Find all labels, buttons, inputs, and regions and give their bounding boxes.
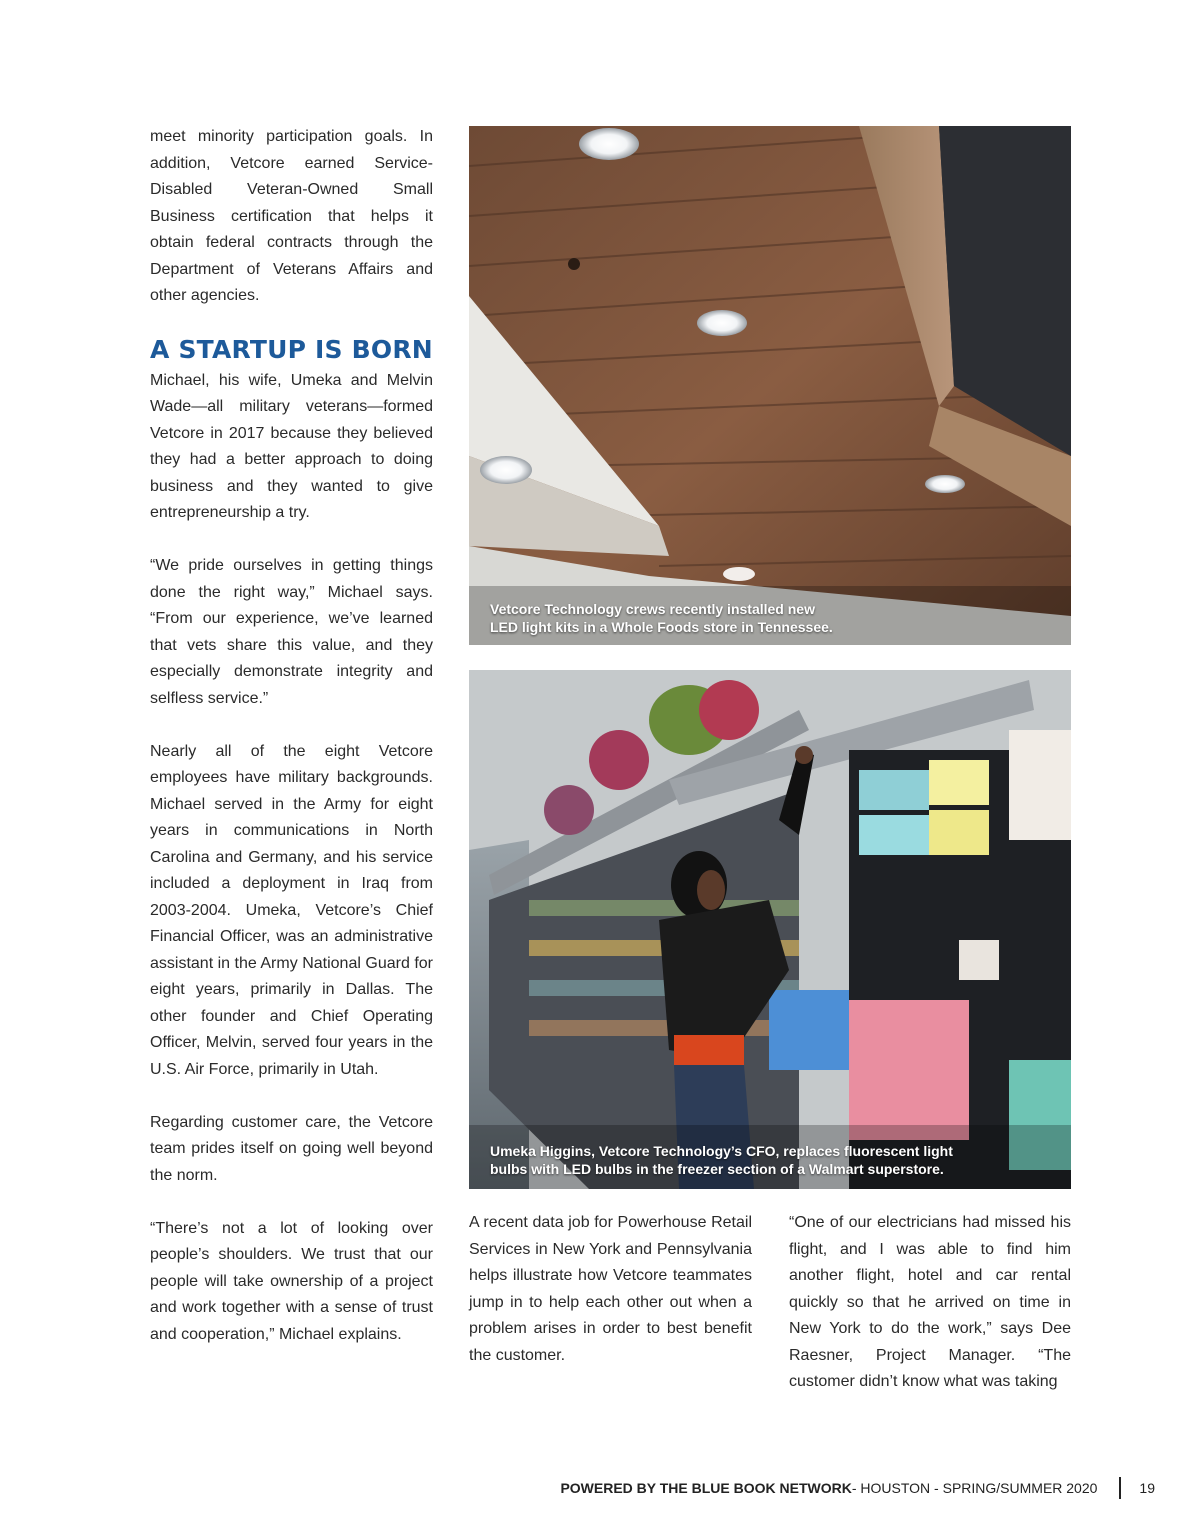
freezer-image [469,670,1071,1189]
freezer-photo [469,670,1071,1189]
photo-caption: Vetcore Technology crews recently installed new LED light kits in a Whole Foods store in Tennessee. [490,601,833,635]
body-paragraph: Michael, his wife, Umeka and Melvin Wade—all military veterans—formed Vetcore in 2017 because they believed they had a better approach to doing business and they wanted to give entrepreneurship a try. [150,371,433,521]
ceiling-image [469,126,1071,645]
body-paragraph: “One of our electricians had missed his flight, and I was able to find him another flight, hotel and car rental quickly so that he arrived on time in New York to do the work,” says Dee Raesner, Project Manager. “The customer didn’t know what was taking [789,1214,1071,1390]
section-heading: A STARTUP IS BORN [150,334,433,364]
body-paragraph: Regarding customer care, the Vetcore team prides itself on going well beyond the norm. [150,1113,433,1184]
page-number: 19 [1139,1480,1155,1496]
body-paragraph: “We pride ourselves in getting things done the right way,” Michael says. “From our experience, we’ve learned that vets share this value, and they especially demonstrate integrity and selfless service.” [150,557,433,707]
page-footer [560,1477,1155,1499]
body-paragraph: “There’s not a lot of looking over people’s shoulders. We trust that our people will take ownership of a project and work together with a sense of trust and cooperation,” Michael explains. [150,1219,433,1343]
footer-edition: - HOUSTON - SPRING/SUMMER 2020 [851,1480,1098,1496]
footer-divider [1119,1477,1121,1499]
photo-caption: Umeka Higgins, Vetcore Technology’s CFO, replaces fluorescent light bulbs with LED bulbs in the freezer section of a Walmart superstore. [490,1143,953,1177]
body-paragraph: meet minority participation goals. In addition, Vetcore earned Service-Disabled Veteran-Owned Small Business certification that helps it obtain federal contracts through the Department of Veterans Affairs and other agencies. [150,128,433,304]
right-column [789,1210,1071,1396]
body-paragraph: Nearly all of the eight Vetcore employees have military backgrounds. Michael served in the Army for eight years in communications in North Carolina and Germany, and his service included a deployment in Iraq from 2003-2004. Umeka, Vetcore’s Chief Financial Officer, was an administrative assistant in the Army National Guard for eight years, primarily in Dallas. The other founder and Chief Operating Officer, Melvin, served four years in the U.S. Air Force, primarily in Utah. [150,742,433,1078]
body-paragraph: A recent data job for Powerhouse Retail Services in New York and Pennsylvania helps illustrate how Vetcore teammates jump in to help each other out when a problem arises in order to best benefit the customer. [469,1214,752,1364]
middle-column [469,1210,752,1369]
ceiling-photo [469,126,1071,645]
left-column [150,124,433,1348]
footer-brand: POWERED BY THE BLUE BOOK NETWORK [560,1480,852,1496]
